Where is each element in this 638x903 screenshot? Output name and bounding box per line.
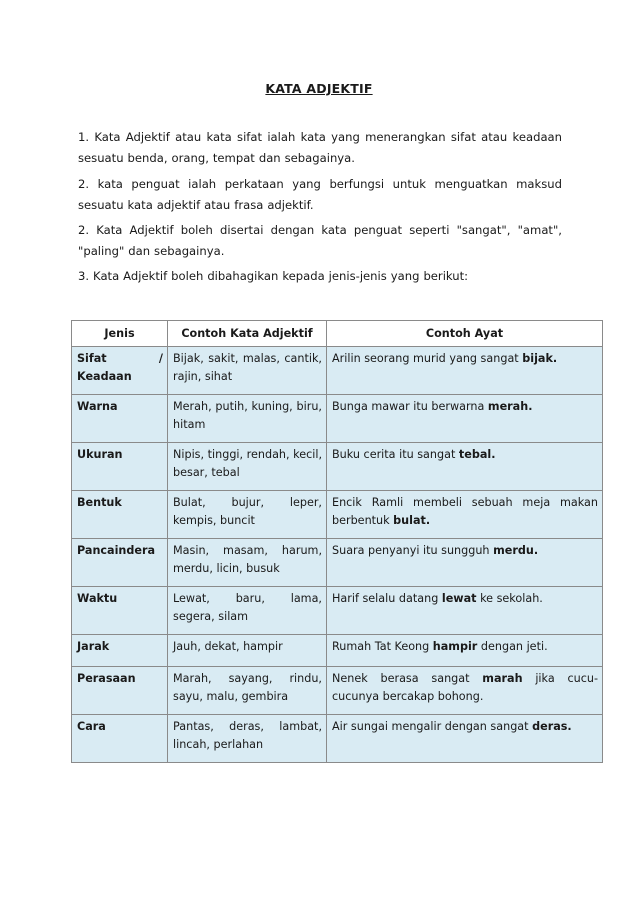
cell-ayat: Suara penyanyi itu sungguh merdu. <box>327 539 603 587</box>
cell-contoh: Bijak, sakit, malas, cantik, rajin, sihat <box>168 347 327 395</box>
table-row <box>72 715 603 763</box>
table-row <box>72 667 603 715</box>
table-row <box>72 347 603 395</box>
cell-contoh: Pantas, deras, lambat, lincah, perlahan <box>168 715 327 763</box>
page-title: KATA ADJEKTIF <box>265 81 373 96</box>
cell-ayat: Air sungai mengalir dengan sangat deras. <box>327 715 603 763</box>
jenis-label: Sifat <box>77 352 107 365</box>
table-row <box>72 443 603 491</box>
paragraph-jenis-intro: 3. Kata Adjektif boleh dibahagikan kepada jenis-jenis yang berikut: <box>78 269 469 283</box>
cell-contoh: Bulat, bujur, leper, kempis, buncit <box>168 491 327 539</box>
cell-contoh: Nipis, tinggi, rendah, kecil, besar, tebal <box>168 443 327 491</box>
cell-ayat: Harif selalu datang lewat ke sekolah. <box>327 587 603 635</box>
cell-ayat: Encik Ramli membeli sebuah meja makan berbentuk bulat. <box>327 491 603 539</box>
cell-contoh: Merah, putih, kuning, biru, hitam <box>168 395 327 443</box>
cell-jenis: Warna <box>72 395 168 443</box>
cell-contoh: Masin, masam, harum, merdu, licin, busuk <box>168 539 327 587</box>
jenis-slash: / <box>158 352 163 365</box>
table-row <box>72 635 603 667</box>
cell-jenis: Perasaan <box>72 667 168 715</box>
cell-jenis: Waktu <box>72 587 168 635</box>
cell-ayat: Rumah Tat Keong hampir dengan jeti. <box>327 635 603 667</box>
cell-jenis <box>72 347 168 395</box>
cell-ayat: Arilin seorang murid yang sangat bijak. <box>327 347 603 395</box>
cell-ayat: Nenek berasa sangat marah jika cucu-cucunya bercakap bohong. <box>327 667 603 715</box>
cell-jenis: Bentuk <box>72 491 168 539</box>
table-header-row <box>72 321 603 347</box>
cell-contoh: Jauh, dekat, hampir <box>168 635 327 667</box>
cell-jenis: Cara <box>72 715 168 763</box>
cell-contoh: Marah, sayang, rindu, sayu, malu, gembira <box>168 667 327 715</box>
paragraph-kata-penguat: 2. kata penguat ialah perkataan yang berfungsi untuk menguatkan maksud sesuatu kata adjektif atau frasa adjektif. <box>78 177 562 212</box>
cell-ayat: Buku cerita itu sangat tebal. <box>327 443 603 491</box>
cell-jenis: Pancaindera <box>72 539 168 587</box>
table-row <box>72 587 603 635</box>
table-row <box>72 395 603 443</box>
jenis-label-2: Keadaan <box>77 370 132 383</box>
table-row <box>72 539 603 587</box>
table-row <box>72 491 603 539</box>
adjective-table <box>71 320 603 763</box>
cell-contoh: Lewat, baru, lama, segera, silam <box>168 587 327 635</box>
cell-jenis: Ukuran <box>72 443 168 491</box>
header-contoh-kata: Contoh Kata Adjektif <box>168 321 327 347</box>
cell-jenis: Jarak <box>72 635 168 667</box>
header-contoh-ayat: Contoh Ayat <box>327 321 603 347</box>
paragraph-definition: 1. Kata Adjektif atau kata sifat ialah kata yang menerangkan sifat atau keadaan sesuatu benda, orang, tempat dan sebagainya. <box>78 130 562 165</box>
cell-ayat: Bunga mawar itu berwarna merah. <box>327 395 603 443</box>
paragraph-penguat-examples: 2. Kata Adjektif boleh disertai dengan kata penguat seperti "sangat", "amat", "paling" dan sebagainya. <box>78 223 562 258</box>
header-jenis: Jenis <box>72 321 168 347</box>
